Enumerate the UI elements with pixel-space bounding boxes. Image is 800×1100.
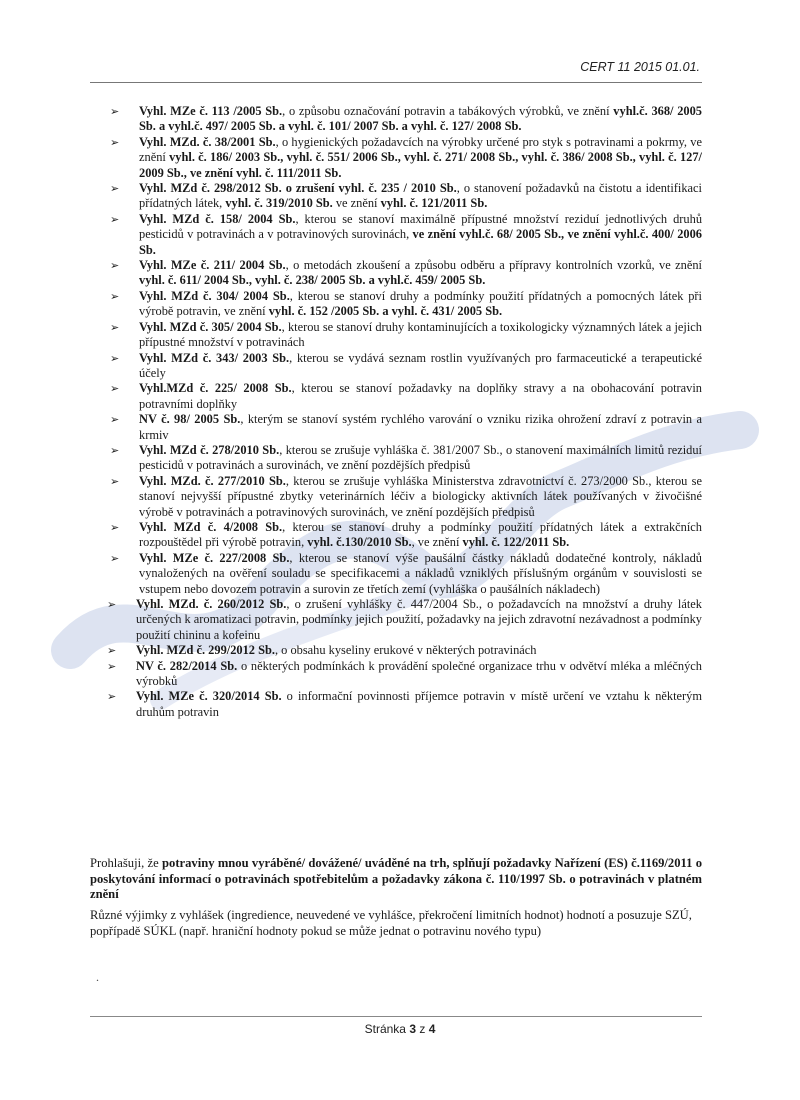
text: , o obsahu kyseliny erukové v některých potravinách xyxy=(274,643,537,658)
arrow-bullet-icon: ➢ xyxy=(110,135,120,149)
bold-text: vyhl. č. 611/ 2004 Sb., vyhl. č. 238/ 2005 Sb. a vyhl.č. 459/ 2005 Sb. xyxy=(139,273,486,288)
exceptions-paragraph: Různé výjimky z vyhlášek (ingredience, neuvedené ve vyhlášce, překročení limitních hodnot) hodnotí a posuzuje SZÚ, popřípadě SÚKL (např. hraniční hodnoty pokud se může jednat o potravinu nového typu) xyxy=(90,908,692,938)
regulation-text xyxy=(139,474,702,520)
arrow-bullet-icon: ➢ xyxy=(107,598,117,611)
text: , kterou se zrušuje vyhláška Ministerstva zdravotnictví č. 273/2000 Sb., kterou se stanoví nejvyšší přípustné zbytky veterinárních léčiv a biologicky aktivních látek používaných v živočišné výrobě v potravinách a potravinových surovinách, ve znění pozdějších předpisů xyxy=(139,473,702,519)
arrow-bullet-icon: ➢ xyxy=(107,690,117,704)
bold-text: Vyhl. MZd č. 305/ 2004 Sb. xyxy=(139,319,282,334)
text: ve znění xyxy=(332,196,381,211)
bold-text: Vyhl. MZe č. 227/2008 Sb. xyxy=(139,550,290,565)
bold-text: Vyhl. MZd č. 158/ 2004 Sb. xyxy=(139,211,296,226)
bold-text: vyhl.č. 368/ 2005 Sb. a vyhl.č. 497/ 2005 Sb. a vyhl. č. 101/ 2007 Sb. a vyhl. č. 127/ 2008 Sb. xyxy=(139,104,702,134)
text: , o metodách zkoušení a způsobu odběru a přípravy kontrolních vzorků, ve znění xyxy=(285,258,702,273)
regulation-text xyxy=(136,689,702,720)
regulation-text xyxy=(139,520,702,551)
bold-text: Vyhl. MZd č. 304/ 2004 Sb. xyxy=(139,288,290,303)
bold-text: Vyhl. MZe č. 320/2014 Sb. xyxy=(136,689,282,704)
footer-divider xyxy=(90,1016,702,1017)
regulation-item xyxy=(108,135,702,181)
text: , o hygienických požadavcích na výrobky určené pro styk s potravinami a pokrmy, ve znění xyxy=(139,134,702,165)
regulation-item xyxy=(108,551,702,597)
arrow-bullet-icon: ➢ xyxy=(110,259,120,273)
regulation-item xyxy=(108,351,702,382)
regulation-item xyxy=(108,412,702,443)
text: , o zrušení vyhlášky č. 447/2004 Sb., o požadavcích na množství a druhy látek určených k aromatizaci potravin, podmínky jejich použití, požadavky na jejich zdravotní nezávadnost a podmínky použití chininu a kofeinu xyxy=(136,597,703,642)
bold-text: Vyhl. MZd. č. 260/2012 Sb. xyxy=(136,597,287,611)
bold-text: Vyhl. MZd. č. 277/2010 Sb. xyxy=(139,473,286,488)
regulation-text xyxy=(139,381,702,412)
regulation-text xyxy=(139,412,702,443)
arrow-bullet-icon: ➢ xyxy=(107,659,117,673)
text: o některých podmínkách k provádění společné organizace trhu v odvětví mléka a mléčných výrobků xyxy=(136,658,702,689)
regulation-item xyxy=(108,520,702,551)
text: , kterou se zrušuje vyhláška č. 381/2007 Sb., o stanovení maximálních limitů reziduí pesticidů v potravinách a surovinách, ve znění pozdějších předpisů xyxy=(139,442,702,473)
arrow-bullet-icon: ➢ xyxy=(110,382,120,396)
page-separator: z xyxy=(419,1022,426,1036)
bold-text: Vyhl.MZd č. 225/ 2008 Sb. xyxy=(139,381,292,396)
page-label: Stránka xyxy=(364,1022,406,1036)
regulation-text xyxy=(139,351,702,382)
regulation-text xyxy=(136,659,702,690)
bold-text: Vyhl. MZd č. 343/ 2003 Sb. xyxy=(139,350,290,365)
bold-text: ve znění vyhl.č. 68/ 2005 Sb., ve znění vyhl.č. 400/ 2006 Sb. xyxy=(139,227,702,257)
bold-text: Vyhl. MZd č. 299/2012 Sb. xyxy=(136,643,275,658)
regulation-text xyxy=(139,320,702,351)
text: , ve znění xyxy=(411,535,463,550)
text: , kterou se stanoví maximálně přípustné množství reziduí jednotlivých druhů pesticidů v potravinách a v potravinových surovinách, xyxy=(139,211,703,242)
regulation-text xyxy=(139,181,702,212)
stray-mark: . xyxy=(96,970,99,984)
regulation-text xyxy=(139,443,702,474)
regulation-item xyxy=(105,659,702,690)
text: , kterým se stanoví systém rychlého varování o vzniku rizika ohrožení zdraví z potravin a krmiv xyxy=(139,412,702,442)
text: , kterou se stanoví druhy kontaminujících a toxikologicky významných látek a jejich přípustné množství v potravinách xyxy=(139,319,702,350)
bold-text: Vyhl. MZd. č. 38/2001 Sb. xyxy=(139,134,276,149)
regulation-list xyxy=(108,104,702,720)
regulation-text xyxy=(139,135,702,181)
bold-text: vyhl. č. 152 /2005 Sb. a vyhl. č. 431/ 2005 Sb. xyxy=(268,304,503,319)
arrow-bullet-icon: ➢ xyxy=(110,320,120,334)
regulation-item xyxy=(108,474,702,520)
text: , kterou se stanoví výše paušální částky nákladů dodatečné kontroly, nákladů vynaložených na ověření souladu se specifikacemi a nákladů vzniklých příslušným orgánům v souvislosti se vstupem nebo dovozem potravin a surovin ze třetích zemí (vyhláška o paušálních nákladech) xyxy=(139,550,702,596)
arrow-bullet-icon: ➢ xyxy=(110,212,120,226)
bold-text: vyhl. č. 319/2010 Sb. xyxy=(225,196,333,211)
page-total: 4 xyxy=(428,1022,436,1036)
bold-text: vyhl. č. 186/ 2003 Sb., vyhl. č. 551/ 2006 Sb., vyhl. č. 271/ 2008 Sb., vyhl. č. 386/ 2008 Sb., vyhl. č. 127/ 2009 Sb., ve znění vyhl. č. 111/2011 Sb. xyxy=(139,150,702,180)
bold-text: potraviny mnou vyráběné/ dovážené/ uváděné na trh, splňují požadavky Nařízení (ES) č.1169/2011 o poskytování informací o potravinách spotřebitelům a požadavky zákona č. 110/1997 Sb. o potravinách v platném znění xyxy=(90,856,703,902)
bold-text: Vyhl. MZd č. 4/2008 Sb. xyxy=(139,519,283,534)
regulation-item xyxy=(108,212,702,258)
page-footer xyxy=(0,1022,800,1036)
regulation-item xyxy=(108,443,702,474)
arrow-bullet-icon: ➢ xyxy=(110,289,120,303)
arrow-bullet-icon: ➢ xyxy=(110,520,120,534)
header-divider xyxy=(90,82,702,83)
bold-text: vyhl. č. 122/2011 Sb. xyxy=(462,535,570,550)
text: o informační povinnosti příjemce potravin v místě určení ve vztahu k některým druhům potravin xyxy=(136,689,702,719)
regulation-item xyxy=(108,381,702,412)
regulation-item xyxy=(108,181,702,212)
bold-text: vyhl. č. 121/2011 Sb. xyxy=(380,196,488,211)
regulation-item xyxy=(108,104,702,135)
bold-text: Vyhl. MZe č. 211/ 2004 Sb. xyxy=(139,258,286,273)
regulation-text xyxy=(136,597,702,643)
regulation-item xyxy=(105,689,702,720)
arrow-bullet-icon: ➢ xyxy=(110,413,120,427)
bold-text: NV č. 282/2014 Sb. xyxy=(136,658,238,673)
regulation-text xyxy=(139,212,702,258)
regulation-item xyxy=(108,258,702,289)
text: , o stanovení požadavků na čistotu a identifikaci přídatných látek, xyxy=(139,181,702,211)
regulation-item xyxy=(105,643,702,658)
text: , kterou se stanoví požadavky na doplňky stravy a na obohacování potravin potravními doplňky xyxy=(139,381,702,411)
regulation-text xyxy=(139,104,702,135)
bold-text: Vyhl. MZe č. 113 /2005 Sb. xyxy=(139,104,283,118)
regulation-item xyxy=(105,597,702,643)
arrow-bullet-icon: ➢ xyxy=(110,551,120,565)
text: Prohlašuji, že xyxy=(90,856,163,870)
regulation-text xyxy=(139,289,702,320)
arrow-bullet-icon: ➢ xyxy=(107,644,117,658)
arrow-bullet-icon: ➢ xyxy=(110,351,120,365)
regulation-text xyxy=(139,258,702,289)
text: , kterou se stanoví druhy a podmínky použití přídatných látek a extrakčních rozpouštědel při výrobě potravin, xyxy=(139,519,702,550)
regulation-text xyxy=(139,551,702,597)
declaration-paragraph xyxy=(90,856,702,903)
page-current: 3 xyxy=(409,1022,416,1036)
text: , kterou se vydává seznam rostlin využívaných pro farmaceutické a terapeutické účely xyxy=(139,350,702,380)
arrow-bullet-icon: ➢ xyxy=(110,105,120,118)
document-code: CERT 11 2015 01.01. xyxy=(580,60,700,74)
arrow-bullet-icon: ➢ xyxy=(110,443,120,457)
arrow-bullet-icon: ➢ xyxy=(110,182,120,196)
regulation-item xyxy=(108,289,702,320)
arrow-bullet-icon: ➢ xyxy=(110,474,120,488)
bold-text: Vyhl. MZd č. 278/2010 Sb. xyxy=(139,442,280,457)
text: , o způsobu označování potravin a tabákových výrobků, ve znění xyxy=(282,104,614,118)
bold-text: Vyhl. MZd č. 298/2012 Sb. o zrušení vyhl. č. 235 / 2010 Sb. xyxy=(139,181,457,196)
bold-text: vyhl. č.130/2010 Sb. xyxy=(307,535,412,550)
regulation-text xyxy=(136,643,702,658)
text: , kterou se stanoví druhy a podmínky použití přídatných a pomocných látek při výrobě potravin, ve znění xyxy=(139,288,703,319)
regulation-item xyxy=(108,320,702,351)
bold-text: NV č. 98/ 2005 Sb. xyxy=(139,412,241,427)
